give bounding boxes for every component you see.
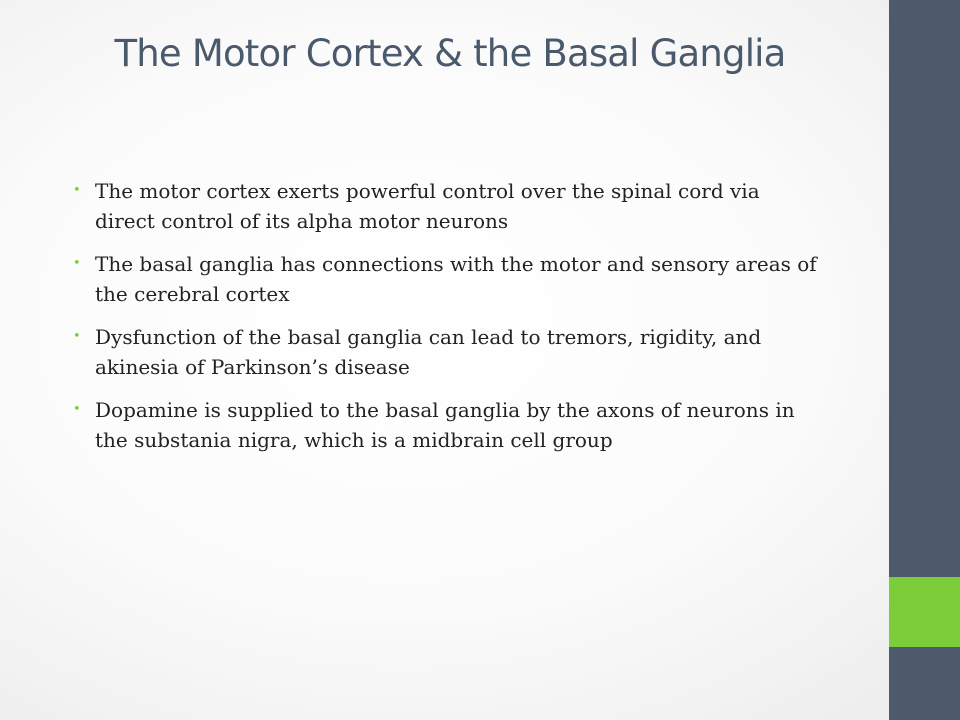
slide-title: The Motor Cortex & the Basal Ganglia [114,32,786,75]
bullet-text: Dysfunction of the basal ganglia can lead to tremors, rigidity, and akinesia of Parkinson’s disease [95,325,762,379]
bullet-item [72,395,822,455]
bullet-icon: • [73,256,81,271]
bullet-icon: • [73,402,81,417]
bullet-icon: • [73,329,81,344]
bullet-text: Dopamine is supplied to the basal ganglia by the axons of neurons in the substania nigra, which is a midbrain cell group [95,398,795,452]
bullet-list [72,176,822,468]
bullet-item [72,176,822,236]
bullet-icon: • [73,183,81,198]
bullet-text: The basal ganglia has connections with the motor and sensory areas of the cerebral cortex [95,252,817,306]
bullet-item [72,322,822,382]
bullet-text: The motor cortex exerts powerful control over the spinal cord via direct control of its alpha motor neurons [95,179,760,233]
side-accent-block [889,577,960,647]
bullet-item [72,249,822,309]
